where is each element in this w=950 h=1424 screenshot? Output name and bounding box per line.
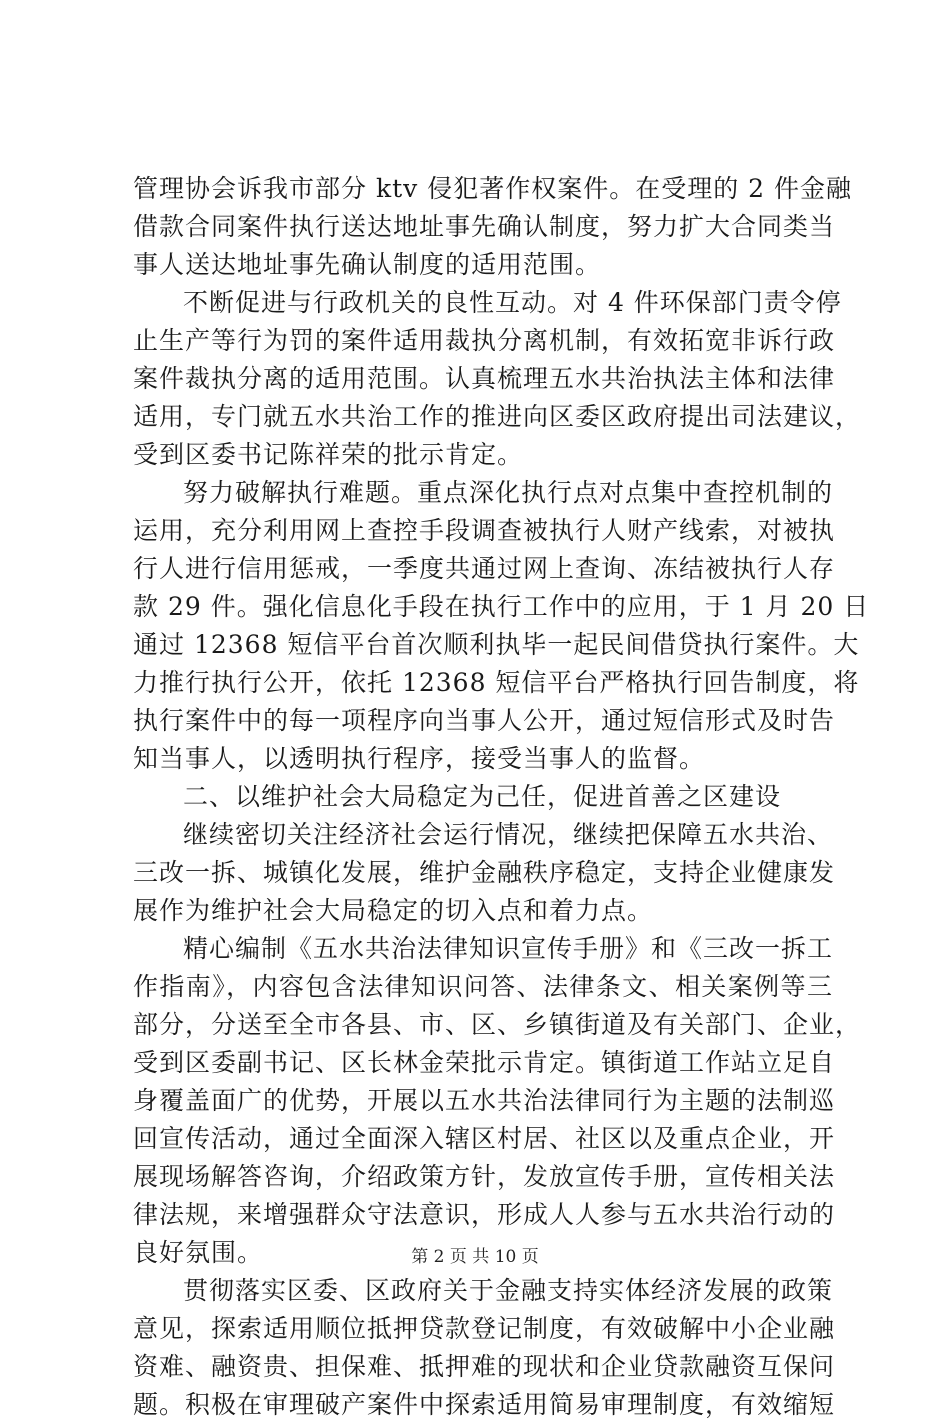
- text-line: 资难、融资贵、担保难、抵押难的现状和企业贷款融资互保问: [133, 1352, 836, 1381]
- text-line: 不断促进与行政机关的良性互动。对 4 件环保部门责令停: [183, 288, 842, 317]
- text-line: 律法规，来增强群众守法意识，形成人人参与五水共治行动的: [133, 1200, 836, 1229]
- text-line: 受到区委副书记、区长林金荣批示肯定。镇街道工作站立足自: [133, 1048, 836, 1077]
- text-line: 贯彻落实区委、区政府关于金融支持实体经济发展的政策: [183, 1276, 834, 1305]
- text-line: 借款合同案件执行送达地址事先确认制度，努力扩大合同类当: [133, 212, 836, 241]
- text-line: 努力破解执行难题。重点深化执行点对点集中查控机制的: [183, 478, 834, 507]
- text-line: 执行案件中的每一项程序向当事人公开，通过短信形式及时告: [133, 706, 836, 735]
- text-line: 运用，充分利用网上查控手段调查被执行人财产线索，对被执: [133, 516, 836, 545]
- text-line: 通过 12368 短信平台首次顺利执毕一起民间借贷执行案件。大: [133, 630, 860, 659]
- text-line: 事人送达地址事先确认制度的适用范围。: [133, 250, 602, 279]
- text-line: 适用，专门就五水共治工作的推进向区委区政府提出司法建议，: [133, 402, 862, 431]
- text-line: 展作为维护社会大局稳定的切入点和着力点。: [133, 896, 654, 925]
- text-line: 三改一拆、城镇化发展，维护金融秩序稳定，支持企业健康发: [133, 858, 836, 887]
- text-line: 知当事人，以透明执行程序，接受当事人的监督。: [133, 744, 706, 773]
- text-line: 回宣传活动，通过全面深入辖区村居、社区以及重点企业，开: [133, 1124, 836, 1153]
- text-line: 意见，探索适用顺位抵押贷款登记制度，有效破解中小企业融: [133, 1314, 836, 1343]
- text-line: 继续密切关注经济社会运行情况，继续把保障五水共治、: [183, 820, 834, 849]
- text-line: 管理协会诉我市部分 ktv 侵犯著作权案件。在受理的 2 件金融: [133, 174, 853, 203]
- text-line: 作指南》，内容包含法律知识问答、法律条文、相关案例等三: [133, 972, 833, 1001]
- text-line: 力推行执行公开，依托 12368 短信平台严格执行回告制度，将: [133, 668, 860, 697]
- text-line: 受到区委书记陈祥荣的批示肯定。: [133, 440, 524, 469]
- text-line: 款 29 件。强化信息化手段在执行工作中的应用，于 1 月 20 日: [133, 592, 870, 621]
- text-line: 止生产等行为罚的案件适用裁执分离机制，有效拓宽非诉行政: [133, 326, 836, 355]
- text-line: 身覆盖面广的优势，开展以五水共治法律同行为主题的法制巡: [133, 1086, 836, 1115]
- text-line: 良好氛围。: [133, 1238, 264, 1267]
- text-line: 行人进行信用惩戒，一季度共通过网上查询、冻结被执行人存: [133, 554, 836, 583]
- text-line: 部分，分送至全市各县、市、区、乡镇街道及有关部门、企业，: [133, 1010, 862, 1039]
- text-line: 题。积极在审理破产案件中探索适用简易审理制度，有效缩短: [133, 1390, 836, 1419]
- text-line: 展现场解答咨询，介绍政策方针，发放宣传手册，宣传相关法: [133, 1162, 836, 1191]
- text-line: 二、以维护社会大局稳定为己任，促进首善之区建设: [183, 782, 782, 811]
- page-number-footer: 第 2 页 共 10 页: [411, 1247, 539, 1267]
- document-body: [133, 170, 870, 1424]
- text-line: 案件裁执分离的适用范围。认真梳理五水共治执法主体和法律: [133, 364, 836, 393]
- text-line: 精心编制《五水共治法律知识宣传手册》和《三改一拆工: [183, 934, 834, 963]
